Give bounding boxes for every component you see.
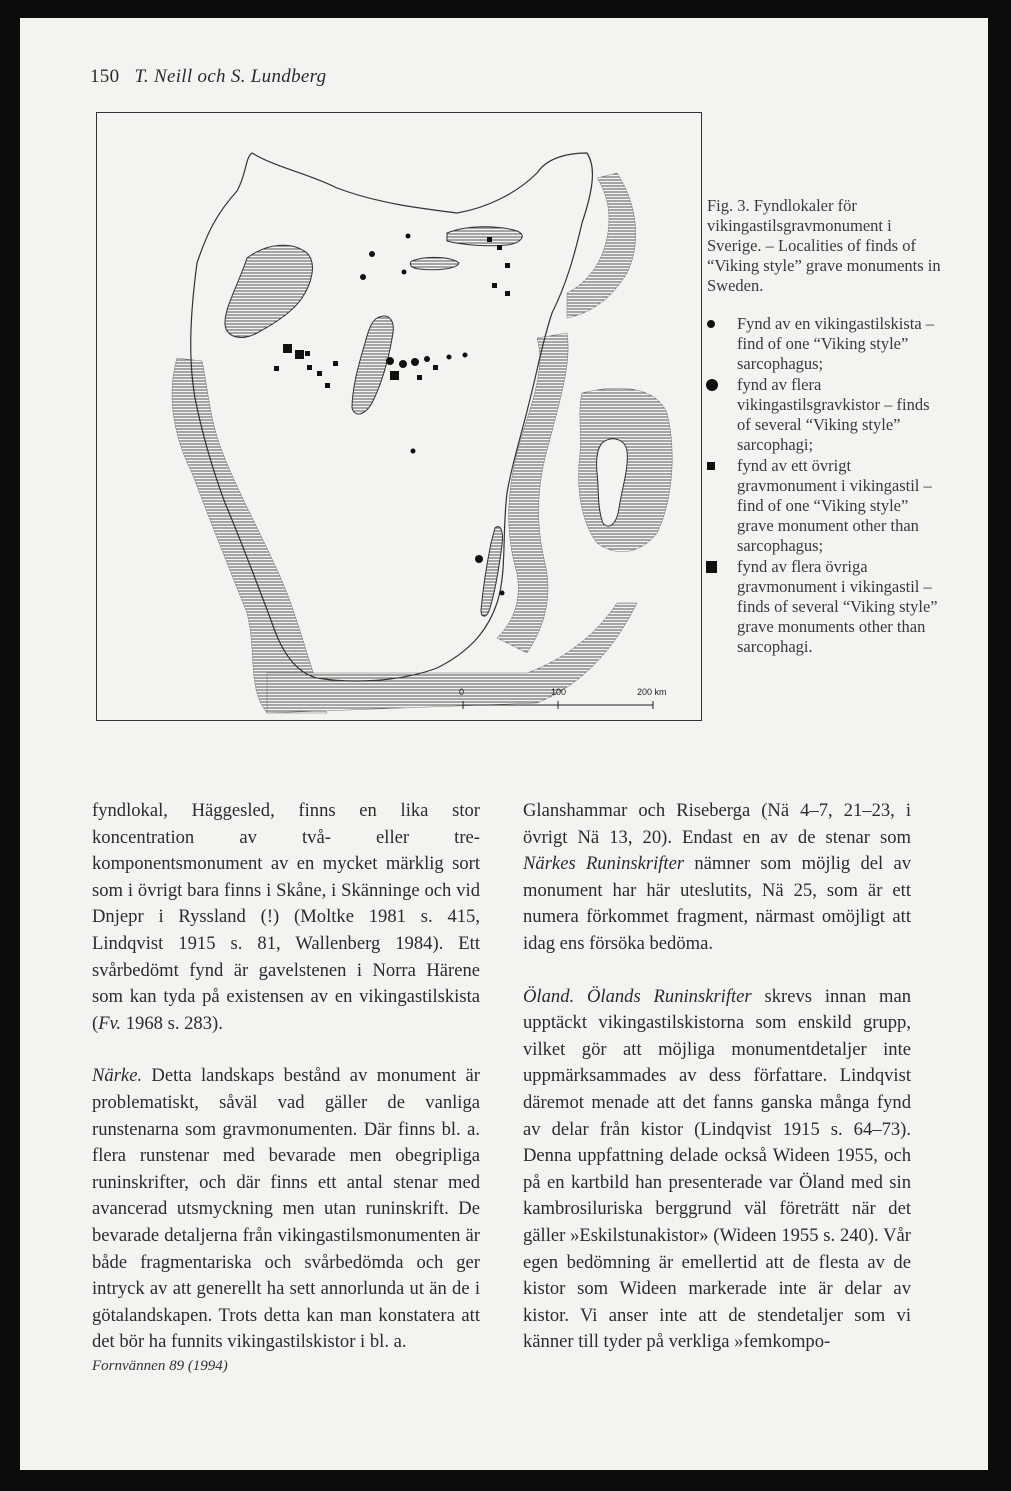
legend-text: fynd av flera vikingastilsgravkistor – finds of several “Viking style” sarcophagi; (737, 375, 930, 454)
legend-text: Fynd av en vikingastilskista – find of one “Viking style” sarcophagus; (737, 314, 935, 373)
island-oland (481, 527, 503, 617)
right-column (523, 798, 911, 1356)
paragraph-narke: Närke. Detta landskaps bestånd av monument är problematiskt, såväl vad gäller de vanliga runstenarna som gravmonumenten. Där finns bl. a. flera runstenar med bevarade men obegripliga runinskrifter, och där finns ett antal stenar med avancerad utsmyckning men utan runinskrift. De bevarade detaljerna från vikingastilsmonumenten är både fragmentariska och svårbedömda och ger intryck av att generellt ha sett annorlunda ut än de i götalandskapen. Trots detta kan man konstatera att det bör ha funnits vikingastilskistor i bl. a. (92, 1065, 480, 1353)
marker-large-dot (475, 555, 483, 563)
legend-item (707, 557, 942, 657)
south-coast-hatching (267, 603, 637, 713)
marker-small-square (492, 283, 497, 288)
marker-large-square (283, 344, 292, 353)
legend-item (707, 456, 942, 556)
marker-small-dot (369, 251, 375, 257)
journal-footer: Fornvännen 89 (1994) (92, 1358, 228, 1374)
marker-small-dot (424, 356, 430, 362)
large-dot-symbol (707, 375, 737, 395)
scale-label-0: 0 (459, 687, 465, 697)
sweden-map (97, 113, 701, 720)
section-heading: Närke. (92, 1065, 143, 1087)
scale-label-200: 200 km (637, 687, 667, 697)
journal-page (20, 18, 988, 1470)
lake-vattern (352, 316, 393, 414)
large-square-symbol (707, 557, 737, 577)
marker-small-square (274, 366, 279, 371)
legend-text: fynd av flera övriga gravmonument i vikingastil – finds of several “Viking style” grave monuments other than sarcophagi. (737, 557, 938, 656)
marker-large-dot (411, 358, 419, 366)
marker-small-square (497, 245, 502, 250)
lake-hjalmaren (410, 257, 459, 269)
marker-small-square (417, 375, 422, 380)
marker-small-dot (406, 234, 411, 239)
east-coast-hatching (497, 333, 568, 653)
marker-small-square (505, 263, 510, 268)
marker-small-dot (411, 449, 416, 454)
marker-small-dot (500, 591, 505, 596)
scale-label-100: 100 (551, 687, 567, 697)
marker-small-square (307, 365, 312, 370)
small-square-symbol (707, 456, 737, 476)
caption-text: Fig. 3. Fyndlokaler för vikingastilsgravmonument i Sverige. – Localities of finds of “Viking style” grave monuments in Sweden. (707, 196, 941, 295)
marker-small-square (433, 365, 438, 370)
figure-caption (707, 196, 942, 658)
marker-small-square (505, 291, 510, 296)
marker-small-square (305, 351, 310, 356)
marker-small-dot (463, 353, 468, 358)
legend-item (707, 375, 942, 455)
running-head (90, 66, 326, 88)
marker-small-dot (360, 274, 366, 280)
section-heading: Öland. (523, 985, 575, 1007)
marker-small-dot (402, 270, 407, 275)
paragraph: Glanshammar och Riseberga (Nä 4–7, 21–23, i övrigt Nä 13, 20). Endast en av de stenar som Närkes Runinskrifter nämner som möjlig del av monument har här uteslutits, Nä 25, som är ett numera förkommet fragment, närmast omöjligt att idag ens försöka bedöma. (523, 800, 912, 954)
legend-item (707, 314, 942, 374)
marker-large-square (390, 371, 399, 380)
west-coast-hatching (172, 358, 327, 713)
page-number: 150 (90, 66, 120, 87)
small-dot-symbol (707, 314, 737, 334)
marker-small-square (325, 383, 330, 388)
author-line: T. Neill och S. Lundberg (134, 66, 327, 87)
lake-malaren (447, 227, 522, 246)
paragraph: fyndlokal, Häggesled, finns en lika stor koncentration av två- eller tre-komponentsmonument av en mycket märklig sort som i övrigt bara finns i Skåne, i Skänninge och vid Dnjepr i Ryssland (!) (Moltke 1981 s. 415, Lindqvist 1915 s. 81, Wallenberg 1984). Ett svårbedömt fynd är gavelstenen i Norra Härene som kan tyda på existensen av en vikingastilskista (Fv. 1968 s. 283). (92, 800, 480, 1034)
marker-large-dot (399, 360, 407, 368)
marker-small-square (333, 361, 338, 366)
marker-large-square (295, 350, 304, 359)
marker-large-dot (386, 357, 394, 365)
lake-vanern (225, 245, 313, 337)
left-column (92, 798, 480, 1356)
legend-text: fynd av ett övrigt gravmonument i vikingastil – find of one “Viking style” grave monument other than sarcophagus; (737, 456, 932, 555)
find-markers (274, 234, 510, 596)
marker-small-dot (447, 355, 452, 360)
marker-small-square (487, 237, 492, 242)
northeast-hatching (567, 173, 636, 318)
map-figure (96, 112, 702, 721)
paragraph-oland: Öland. Ölands Runinskrifter skrevs innan man upptäckt vikingastilskistorna som enskild grupp, vilket gör att möjliga monumentdetaljer inte uppmärksammades av dess författare. Lindqvist däremot menade att det fanns ganska många fynd av delar från kistor (Lindqvist 1915 s. 64–73). Denna uppfattning delade också Wideen 1955, och på en kartbild han presenterade var Öland med sin kambrosiluriska berggrund väl företrätt när det gäller »Eskilstunakistor» (Wideen 1955 s. 240). Vår egen bedömning är emellertid att de flesta av de kistor som Wideen markerade inte är delar av kistor. Vi anser inte att de stendetaljer som vi känner till tyder på verkliga »femkompo- (523, 985, 912, 1353)
marker-small-square (317, 371, 322, 376)
figure-legend (707, 314, 942, 657)
